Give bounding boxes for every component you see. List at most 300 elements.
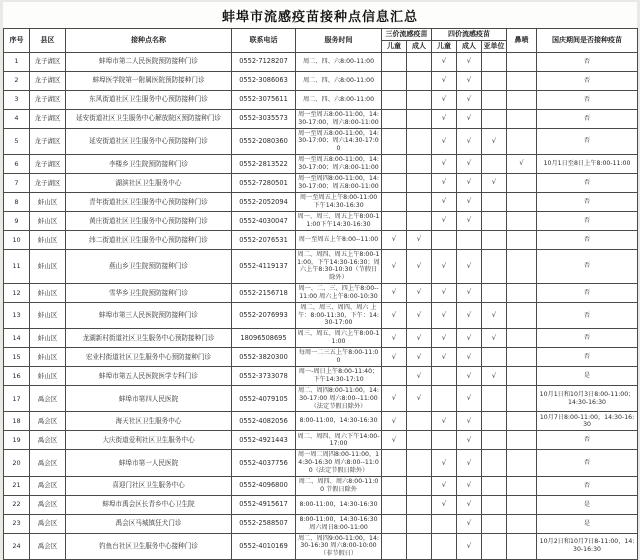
table-row [4,476,638,495]
subunit-check: √ [482,173,507,192]
quadrivalent-adult-check: √ [457,302,482,328]
quadrivalent-adult-check: √ [457,476,482,495]
holiday-schedule-cell: 是 [537,514,638,533]
page-title: 蚌埠市流感疫苗接种点信息汇总 [221,10,418,25]
holiday-schedule-cell: 否 [537,128,638,154]
quadrivalent-adult-check: √ [457,128,482,154]
table-row [4,412,638,431]
trivalent-adult-check [407,71,432,90]
table-body [4,52,638,559]
quadrivalent-adult-check [457,230,482,249]
trivalent-adult-check [407,533,432,559]
subunit-check [482,211,507,230]
row-number-cell: 23 [4,514,30,533]
quadrivalent-adult-check: √ [457,71,482,90]
district-cell: 禹会区 [30,386,66,412]
phone-cell: 0552-4079105 [232,386,296,412]
row-number-cell: 13 [4,302,30,328]
holiday-schedule-cell: 否 [537,302,638,328]
header-nasal-spray: 鼻喷 [507,29,537,53]
nasal-spray-check [507,348,537,367]
row-number-cell: 2 [4,71,30,90]
subunit-check [482,71,507,90]
subunit-check [482,495,507,514]
phone-cell: 0552-2076993 [232,302,296,328]
site-name-cell: 宏业村街道社区卫生服务中心预防接种门诊 [66,348,232,367]
quadrivalent-adult-check: √ [457,249,482,283]
trivalent-adult-check: √ [407,348,432,367]
site-name-cell: 钓鱼台社区卫生服务中心接种门诊 [66,533,232,559]
quadrivalent-adult-check: √ [457,192,482,211]
phone-cell: 0552-4037756 [232,450,296,476]
district-cell: 蚌山区 [30,249,66,283]
subunit-check [482,109,507,128]
trivalent-adult-check [407,211,432,230]
trivalent-child-check [382,90,407,109]
district-cell: 龙子湖区 [30,52,66,71]
service-time-cell: 每周一二三五上午8:00-11:00 [296,348,382,367]
trivalent-adult-check [407,52,432,71]
trivalent-child-check [382,450,407,476]
trivalent-child-check: √ [382,412,407,431]
subunit-check [482,450,507,476]
quadrivalent-child-check: √ [432,476,457,495]
nasal-spray-check [507,109,537,128]
nasal-spray-check [507,211,537,230]
row-number-cell: 20 [4,450,30,476]
quadrivalent-adult-check: √ [457,386,482,412]
table-row [4,173,638,192]
row-number-cell: 1 [4,52,30,71]
trivalent-adult-check [407,90,432,109]
district-cell: 龙子湖区 [30,128,66,154]
subunit-check [482,431,507,450]
quadrivalent-child-check: √ [432,329,457,348]
quadrivalent-adult-check: √ [457,283,482,302]
service-time-cell: 周一至周四8:00-11:00，14:30-17:00；周五8:00-11:00 [296,173,382,192]
holiday-schedule-cell: 否 [537,192,638,211]
table-row [4,249,638,283]
header-holiday-schedule: 国庆期间是否接种疫苗 [537,29,638,53]
trivalent-child-check [382,533,407,559]
quadrivalent-adult-check: √ [457,109,482,128]
trivalent-adult-check: √ [407,386,432,412]
district-cell: 禹会区 [30,412,66,431]
subunit-check [482,412,507,431]
district-cell: 蚌山区 [30,348,66,367]
trivalent-adult-check [407,412,432,431]
holiday-schedule-cell: 否 [537,52,638,71]
subunit-check [482,533,507,559]
site-name-cell: 龙湖新村街道社区卫生服务中心预防接种门诊 [66,329,232,348]
district-cell: 蚌山区 [30,230,66,249]
row-number-cell: 19 [4,431,30,450]
holiday-schedule-cell: 否 [537,476,638,495]
quadrivalent-child-check: √ [432,128,457,154]
quadrivalent-adult-check: √ [457,90,482,109]
nasal-spray-check [507,90,537,109]
service-time-cell: 周一至周五上午8:00--11:00 [296,230,382,249]
phone-cell: 0552-3086063 [232,71,296,90]
trivalent-adult-check [407,514,432,533]
quadrivalent-child-check: √ [432,154,457,173]
row-number-cell: 9 [4,211,30,230]
site-name-cell: 蚌埠市禹会区长青乡中心卫生院 [66,495,232,514]
site-name-cell: 蚌埠医学院第一附属医院预防接种门诊 [66,71,232,90]
trivalent-child-check [382,154,407,173]
trivalent-adult-check [407,192,432,211]
phone-cell: 0552-4010169 [232,533,296,559]
trivalent-adult-check [407,495,432,514]
site-name-cell: 喜迎门社区卫生服务中心 [66,476,232,495]
trivalent-adult-check [407,173,432,192]
quadrivalent-adult-check: √ [457,495,482,514]
trivalent-child-check [382,367,407,386]
nasal-spray-check [507,367,537,386]
nasal-spray-check [507,71,537,90]
trivalent-child-check [382,495,407,514]
site-name-cell: 黄庄街道社区卫生服务中心预防接种门诊 [66,211,232,230]
nasal-spray-check [507,533,537,559]
table-row [4,495,638,514]
table-row [4,192,638,211]
header-subunit: 亚单位 [482,40,507,52]
service-time-cell: 周二、周四、周六8:00-11:00 节假日除外 [296,476,382,495]
quadrivalent-child-check: √ [432,52,457,71]
nasal-spray-check [507,302,537,328]
quadrivalent-adult-check: √ [457,367,482,386]
holiday-schedule-cell: 是 [537,367,638,386]
holiday-schedule-cell: 10月2日和10月7日8-11:00，14:30-16:30 [537,533,638,559]
quadrivalent-child-check: √ [432,211,457,230]
district-cell: 蚌山区 [30,211,66,230]
service-time-cell: 周二、四、六8:00-11:00 [296,71,382,90]
trivalent-adult-check: √ [407,230,432,249]
site-name-cell: 纬二街道社区卫生服务中心预防接种门诊 [66,230,232,249]
table-row [4,514,638,533]
row-number-cell: 10 [4,230,30,249]
phone-cell: 0552-4921443 [232,431,296,450]
quadrivalent-child-check: √ [432,109,457,128]
subunit-check [482,52,507,71]
holiday-schedule-cell: 否 [537,90,638,109]
service-time-cell: 周一、周三、周五上午8:00-11:00下午14:30-16:30 [296,211,382,230]
trivalent-child-check [382,71,407,90]
service-time-cell: 8:00-11:00，14:30-16:30 周六周日8:00-11:00 [296,514,382,533]
district-cell: 禹会区 [30,431,66,450]
nasal-spray-check [507,514,537,533]
phone-cell: 0552-3035573 [232,109,296,128]
vaccine-sites-table [3,28,638,560]
trivalent-child-check: √ [382,283,407,302]
service-time-cell: 周一、二、三、四上午8:00--11:00 周六上午8:00-10:30 [296,283,382,302]
nasal-spray-check [507,386,537,412]
district-cell: 龙子湖区 [30,71,66,90]
district-cell: 蚌山区 [30,329,66,348]
trivalent-adult-check: √ [407,367,432,386]
table-row [4,71,638,90]
quadrivalent-adult-check: √ [457,173,482,192]
row-number-cell: 5 [4,128,30,154]
subunit-check [482,348,507,367]
table-row [4,533,638,559]
header-site-name: 接种点名称 [66,29,232,53]
table-row [4,348,638,367]
trivalent-child-check: √ [382,302,407,328]
nasal-spray-check [507,128,537,154]
phone-cell: 0552-2052094 [232,192,296,211]
trivalent-adult-check: √ [407,249,432,283]
holiday-schedule-cell: 否 [537,249,638,283]
quadrivalent-adult-check: √ [457,52,482,71]
quadrivalent-child-check: √ [432,450,457,476]
quadrivalent-child-check [432,367,457,386]
table-row [4,211,638,230]
site-name-cell: 大庆街道爱利社区卫生服务中心 [66,431,232,450]
nasal-spray-check [507,476,537,495]
row-number-cell: 12 [4,283,30,302]
holiday-schedule-cell: 10月1日和10月3日8:00-11:00；14:30-16:30 [537,386,638,412]
holiday-schedule-cell: 否 [537,329,638,348]
service-time-cell: 周三、周五、周六上午8:00-11:00 [296,329,382,348]
row-number-cell: 14 [4,329,30,348]
nasal-spray-check: √ [507,154,537,173]
phone-cell: 0552-2076531 [232,230,296,249]
site-name-cell: 燕山乡卫生院预防接种门诊 [66,249,232,283]
district-cell: 禹会区 [30,495,66,514]
quadrivalent-adult-check: √ [457,329,482,348]
site-name-cell: 延安街道社区卫生服务中心预防接种门诊 [66,128,232,154]
phone-cell: 0552-2156718 [232,283,296,302]
district-cell: 蚌山区 [30,302,66,328]
row-number-cell: 21 [4,476,30,495]
service-time-cell: 周一至周五8:00-11:00，14:30-17:00；周六14:30-17:00 [296,128,382,154]
holiday-schedule-cell: 否 [537,283,638,302]
phone-cell: 18096508695 [232,329,296,348]
phone-cell: 0552-4096800 [232,476,296,495]
trivalent-child-check [382,52,407,71]
phone-cell: 0552-7280501 [232,173,296,192]
quadrivalent-adult-check: √ [457,154,482,173]
quadrivalent-child-check: √ [432,173,457,192]
holiday-schedule-cell: 否 [537,450,638,476]
row-number-cell: 7 [4,173,30,192]
service-time-cell: 周一至周五上午8:00-11:00 下午14:30-16:30 [296,192,382,211]
nasal-spray-check [507,412,537,431]
quadrivalent-child-check: √ [432,192,457,211]
row-number-cell: 11 [4,249,30,283]
service-time-cell: 周二、四、六8:00-11:00 [296,52,382,71]
subunit-check: √ [482,128,507,154]
nasal-spray-check [507,52,537,71]
holiday-schedule-cell: 否 [537,109,638,128]
row-number-cell: 17 [4,386,30,412]
phone-cell: 0552-3075611 [232,90,296,109]
table-row [4,386,638,412]
nasal-spray-check [507,173,537,192]
quadrivalent-child-check [432,230,457,249]
site-name-cell: 湖滨社区卫生服务中心 [66,173,232,192]
subunit-check [482,283,507,302]
subunit-check [482,249,507,283]
holiday-schedule-cell: 否 [537,71,638,90]
holiday-schedule-cell: 是 [537,495,638,514]
header-quadrivalent-adult: 成人 [457,40,482,52]
service-time-cell: 周一-周日上午8:00-11:40；下午14:30-17:10 [296,367,382,386]
quadrivalent-child-check: √ [432,302,457,328]
quadrivalent-adult-check: √ [457,431,482,450]
quadrivalent-child-check [432,533,457,559]
quadrivalent-child-check [432,514,457,533]
header-district: 县区 [30,29,66,53]
quadrivalent-child-check [432,386,457,412]
subunit-check [482,230,507,249]
service-time-cell: 周二、周四9:00-11:00，14:30-16:30 周六8:00-10:00（非节假日） [296,533,382,559]
trivalent-adult-check: √ [407,302,432,328]
table-row [4,230,638,249]
trivalent-child-check [382,173,407,192]
district-cell: 禹会区 [30,450,66,476]
nasal-spray-check [507,431,537,450]
header-phone: 联系电话 [232,29,296,53]
site-name-cell: 李楼乡卫生院预防接种门诊 [66,154,232,173]
site-name-cell: 雪华乡卫生院预防接种门诊 [66,283,232,302]
service-time-cell: 周一周二周四8:00-11:00，14:30-16:30 周六8:00--11:00（法定节假日除外） [296,450,382,476]
service-time-cell: 周一至周五8:00-11:00，14:30-17:00，周六8:00-11:00 [296,109,382,128]
row-number-cell: 15 [4,348,30,367]
nasal-spray-check [507,450,537,476]
subunit-check [482,386,507,412]
trivalent-child-check [382,514,407,533]
site-name-cell: 青年街道社区卫生服务中心预防接种门诊 [66,192,232,211]
site-name-cell: 海天社区卫生服务中心 [66,412,232,431]
subunit-check: √ [482,302,507,328]
district-cell: 蚌山区 [30,283,66,302]
phone-cell: 0552-3733078 [232,367,296,386]
table-row [4,329,638,348]
quadrivalent-adult-check: √ [457,514,482,533]
quadrivalent-adult-check: √ [457,211,482,230]
row-number-cell: 16 [4,367,30,386]
site-name-cell: 东风街道社区卫生服务中心预防接种门诊 [66,90,232,109]
subunit-check [482,90,507,109]
district-cell: 龙子湖区 [30,173,66,192]
trivalent-child-check [382,109,407,128]
site-name-cell: 蚌埠市第四人民医院 [66,386,232,412]
nasal-spray-check [507,230,537,249]
holiday-schedule-cell: 否 [537,348,638,367]
trivalent-child-check: √ [382,230,407,249]
trivalent-child-check [382,192,407,211]
trivalent-child-check [382,476,407,495]
table-row [4,283,638,302]
row-number-cell: 22 [4,495,30,514]
nasal-spray-check [507,249,537,283]
phone-cell: 0552-2080360 [232,128,296,154]
subunit-check: √ [482,329,507,348]
service-time-cell: 周二、周四8:00-11:00，14:30-17:00 周六8:00--11:00（法定节假日除外） [296,386,382,412]
nasal-spray-check [507,192,537,211]
quadrivalent-child-check: √ [432,71,457,90]
service-time-cell: 8:00-11:00，14:30-16:30 [296,412,382,431]
quadrivalent-adult-check: √ [457,533,482,559]
subunit-check [482,154,507,173]
service-time-cell: 8:00-11:00，14:30-16:30 [296,495,382,514]
quadrivalent-child-check [432,431,457,450]
table-row [4,431,638,450]
trivalent-adult-check: √ [407,283,432,302]
holiday-schedule-cell: 10月1日至8日上午8:00-11:00 [537,154,638,173]
nasal-spray-check [507,329,537,348]
district-cell: 龙子湖区 [30,109,66,128]
phone-cell: 0552-4915617 [232,495,296,514]
phone-cell: 0552-4030047 [232,211,296,230]
phone-cell: 0552-4119137 [232,249,296,283]
trivalent-child-check [382,128,407,154]
nasal-spray-check [507,283,537,302]
trivalent-adult-check [407,154,432,173]
site-name-cell: 禹会区马城镇狂犬门诊 [66,514,232,533]
trivalent-adult-check [407,128,432,154]
quadrivalent-child-check: √ [432,412,457,431]
district-cell: 龙子湖区 [30,90,66,109]
holiday-schedule-cell: 否 [537,431,638,450]
row-number-cell: 6 [4,154,30,173]
quadrivalent-child-check: √ [432,249,457,283]
trivalent-adult-check [407,476,432,495]
header-quadrivalent-group: 四价流感疫苗 [432,29,507,41]
quadrivalent-child-check: √ [432,495,457,514]
table-row [4,128,638,154]
service-time-cell: 周二、周四、周五上午8:00-11:00，下午14:30-16:30；周六上午8:30-10:30（节假日除外） [296,249,382,283]
trivalent-adult-check [407,450,432,476]
trivalent-child-check: √ [382,329,407,348]
quadrivalent-child-check: √ [432,348,457,367]
district-cell: 禹会区 [30,514,66,533]
table-header [4,29,638,53]
site-name-cell: 蚌埠市第五人民医院医学专科门诊 [66,367,232,386]
site-name-cell: 蚌埠市第三人民医院预防接种门诊 [66,302,232,328]
nasal-spray-check [507,495,537,514]
row-number-cell: 4 [4,109,30,128]
subunit-check: √ [482,367,507,386]
trivalent-adult-check [407,109,432,128]
quadrivalent-child-check: √ [432,90,457,109]
service-time-cell: 周一至周五8:00-11:00，14:30-17:00；周六8:00-11:00 [296,154,382,173]
header-trivalent-group: 三价流感疫苗 [382,29,432,41]
trivalent-adult-check [407,431,432,450]
scanned-table-page [3,2,637,557]
row-number-cell: 8 [4,192,30,211]
holiday-schedule-cell: 10月7日8:00-11:00，14:30-16:30 [537,412,638,431]
trivalent-adult-check: √ [407,329,432,348]
quadrivalent-child-check: √ [432,283,457,302]
row-number-cell: 18 [4,412,30,431]
district-cell: 禹会区 [30,533,66,559]
quadrivalent-adult-check: √ [457,348,482,367]
district-cell: 龙子湖区 [30,154,66,173]
table-row [4,154,638,173]
service-time-cell: 周二、周三、周四、周六 上午：8:00-11:30、下午：14:30-17:00 [296,302,382,328]
table-row [4,367,638,386]
service-time-cell: 周二、四、六8:00-11:00 [296,90,382,109]
holiday-schedule-cell: 否 [537,173,638,192]
header-trivalent-adult: 成人 [407,40,432,52]
district-cell: 蚌山区 [30,367,66,386]
site-name-cell: 蚌埠市第二人民医院预防接种门诊 [66,52,232,71]
table-row [4,52,638,71]
subunit-check [482,192,507,211]
